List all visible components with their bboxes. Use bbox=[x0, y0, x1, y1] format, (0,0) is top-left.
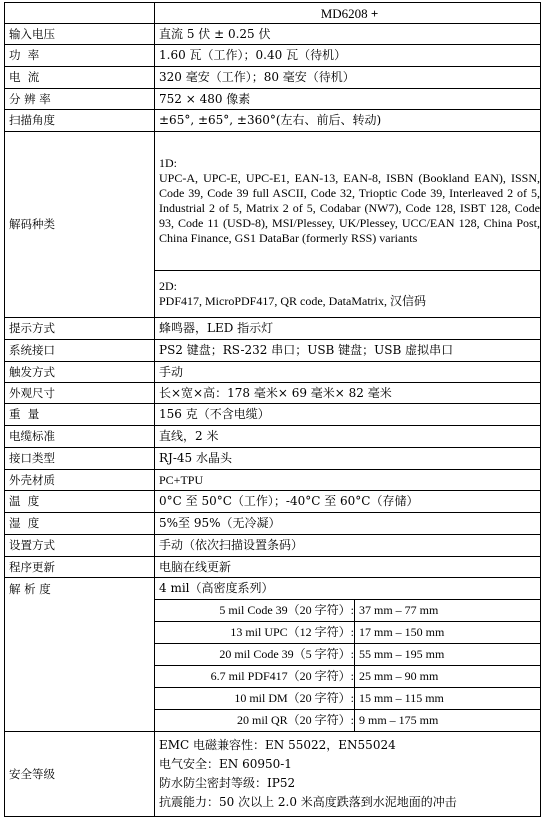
value-temperature: 0°C 至 50°C（工作）；-40°C 至 60°C（存储） bbox=[155, 491, 541, 513]
spec-row-resolution bbox=[5, 89, 541, 110]
label-scan-angle: 扫描角度 bbox=[5, 110, 155, 132]
value-current: 320 毫安（工作）；80 毫安（待机） bbox=[155, 67, 541, 89]
value-indicator: 蜂鸣器，LED 指示灯 bbox=[155, 318, 541, 340]
spec-row-trigger bbox=[5, 362, 541, 383]
value-setup: 手动（依次扫描设置条码） bbox=[155, 535, 541, 557]
header-row bbox=[5, 3, 541, 24]
range-code: 20 mil QR（20 字符）: bbox=[155, 710, 355, 732]
label-interface: 系统接口 bbox=[5, 340, 155, 362]
value-safety bbox=[155, 732, 541, 817]
label-safety: 安全等级 bbox=[5, 732, 155, 817]
value-housing: PC+TPU bbox=[155, 470, 541, 491]
spec-row-precision bbox=[5, 578, 541, 600]
value-update: 电脑在线更新 bbox=[155, 557, 541, 578]
range-code: 10 mil DM（20 字符）: bbox=[155, 688, 355, 710]
value-cable: 直线，2 米 bbox=[155, 426, 541, 448]
value-connector: RJ-45 水晶头 bbox=[155, 448, 541, 470]
value-trigger: 手动 bbox=[155, 362, 541, 383]
safety-line: 防水防尘密封等级：IP52 bbox=[159, 776, 296, 790]
label-humidity: 湿 度 bbox=[5, 513, 155, 535]
range-value: 55 mm – 195 mm bbox=[355, 644, 541, 666]
label-precision: 解 析 度 bbox=[5, 578, 155, 732]
range-value: 9 mm – 175 mm bbox=[355, 710, 541, 732]
spec-row-scan-angle bbox=[5, 110, 541, 132]
symbologies-1d-title: 1D: bbox=[159, 156, 177, 170]
range-value: 15 mm – 115 mm bbox=[355, 688, 541, 710]
spec-row-weight bbox=[5, 404, 541, 426]
spec-row-connector bbox=[5, 448, 541, 470]
spec-row-temperature bbox=[5, 491, 541, 513]
label-voltage: 输入电压 bbox=[5, 24, 155, 45]
spec-row-housing bbox=[5, 470, 541, 491]
range-value: 25 mm – 90 mm bbox=[355, 666, 541, 688]
label-symbologies: 解码种类 bbox=[5, 132, 155, 318]
spec-row-setup bbox=[5, 535, 541, 557]
symbologies-1d-list: UPC-A, UPC-E, UPC-E1, EAN-13, EAN-8, ISBN (Bookland EAN), ISSN, Code 39, Code 39 full ASCII, Code 32, Trioptic Code 39, Interleaved 2 of 5, Industrial 2 of 5, Matrix 2 of 5, Codabar (NW7), Code 128, ISBT 128, Code 93, Code 11 (USD-8), MSI/Plessey, UK/Plessey, UCC/EAN 128, China Post, China Finance, GS1 DataBar (formerly RSS) variants bbox=[159, 171, 540, 245]
spec-row-current bbox=[5, 67, 541, 89]
label-dimensions: 外观尺寸 bbox=[5, 383, 155, 404]
label-resolution: 分 辨 率 bbox=[5, 89, 155, 110]
value-voltage: 直流 5 伏 ± 0.25 伏 bbox=[155, 24, 541, 45]
model-suffix: + bbox=[370, 5, 379, 21]
value-dimensions: 长×宽×高：178 毫米× 69 毫米× 82 毫米 bbox=[155, 383, 541, 404]
model-title bbox=[155, 3, 541, 24]
range-value: 37 mm – 77 mm bbox=[355, 600, 541, 622]
value-resolution: 752 × 480 像素 bbox=[155, 89, 541, 110]
spec-row-indicator bbox=[5, 318, 541, 340]
label-temperature: 温 度 bbox=[5, 491, 155, 513]
range-value: 17 mm – 150 mm bbox=[355, 622, 541, 644]
header-blank-cell bbox=[5, 3, 155, 24]
label-trigger: 触发方式 bbox=[5, 362, 155, 383]
symbologies-1d-cell bbox=[155, 132, 541, 271]
range-code: 5 mil Code 39（20 字符）: bbox=[155, 600, 355, 622]
spec-row-symbologies-1d bbox=[5, 132, 541, 271]
label-cable: 电缆标准 bbox=[5, 426, 155, 448]
symbologies-2d-title: 2D: bbox=[159, 279, 177, 293]
spec-row-voltage bbox=[5, 24, 541, 45]
label-indicator: 提示方式 bbox=[5, 318, 155, 340]
spec-row-update bbox=[5, 557, 541, 578]
spec-row-power bbox=[5, 45, 541, 67]
spec-row-dimensions bbox=[5, 383, 541, 404]
label-housing: 外壳材质 bbox=[5, 470, 155, 491]
label-update: 程序更新 bbox=[5, 557, 155, 578]
value-scan-angle: ±65°, ±65°, ±360°(左右、前后、转动) bbox=[155, 110, 541, 132]
label-connector: 接口类型 bbox=[5, 448, 155, 470]
value-precision: 4 mil（高密度系列） bbox=[155, 578, 541, 600]
value-power: 1.60 瓦（工作）；0.40 瓦（待机） bbox=[155, 45, 541, 67]
model-name: MD6208 bbox=[320, 5, 368, 21]
value-humidity: 5%至 95%（无冷凝） bbox=[155, 513, 541, 535]
spec-row-humidity bbox=[5, 513, 541, 535]
spec-table bbox=[4, 2, 541, 817]
range-code: 6.7 mil PDF417（20 字符）: bbox=[155, 666, 355, 688]
safety-line: 电气安全：EN 60950-1 bbox=[159, 757, 292, 771]
spec-row-safety bbox=[5, 732, 541, 817]
value-interface: PS2 键盘；RS-232 串口；USB 键盘；USB 虚拟串口 bbox=[155, 340, 541, 362]
symbologies-2d-list: PDF417, MicroPDF417, QR code, DataMatrix, 汉信码 bbox=[159, 294, 426, 308]
label-setup: 设置方式 bbox=[5, 535, 155, 557]
spec-row-interface bbox=[5, 340, 541, 362]
range-code: 20 mil Code 39（5 字符）: bbox=[155, 644, 355, 666]
label-power: 功 率 bbox=[5, 45, 155, 67]
label-current: 电 流 bbox=[5, 67, 155, 89]
symbologies-2d-cell bbox=[155, 271, 541, 318]
safety-line: 抗震能力：50 次以上 2.0 米高度跌落到水泥地面的冲击 bbox=[159, 795, 457, 809]
safety-line: EMC 电磁兼容性：EN 55022，EN55024 bbox=[159, 738, 396, 752]
spec-row-cable bbox=[5, 426, 541, 448]
label-weight: 重 量 bbox=[5, 404, 155, 426]
range-code: 13 mil UPC（12 字符）: bbox=[155, 622, 355, 644]
value-weight: 156 克（不含电缆） bbox=[155, 404, 541, 426]
